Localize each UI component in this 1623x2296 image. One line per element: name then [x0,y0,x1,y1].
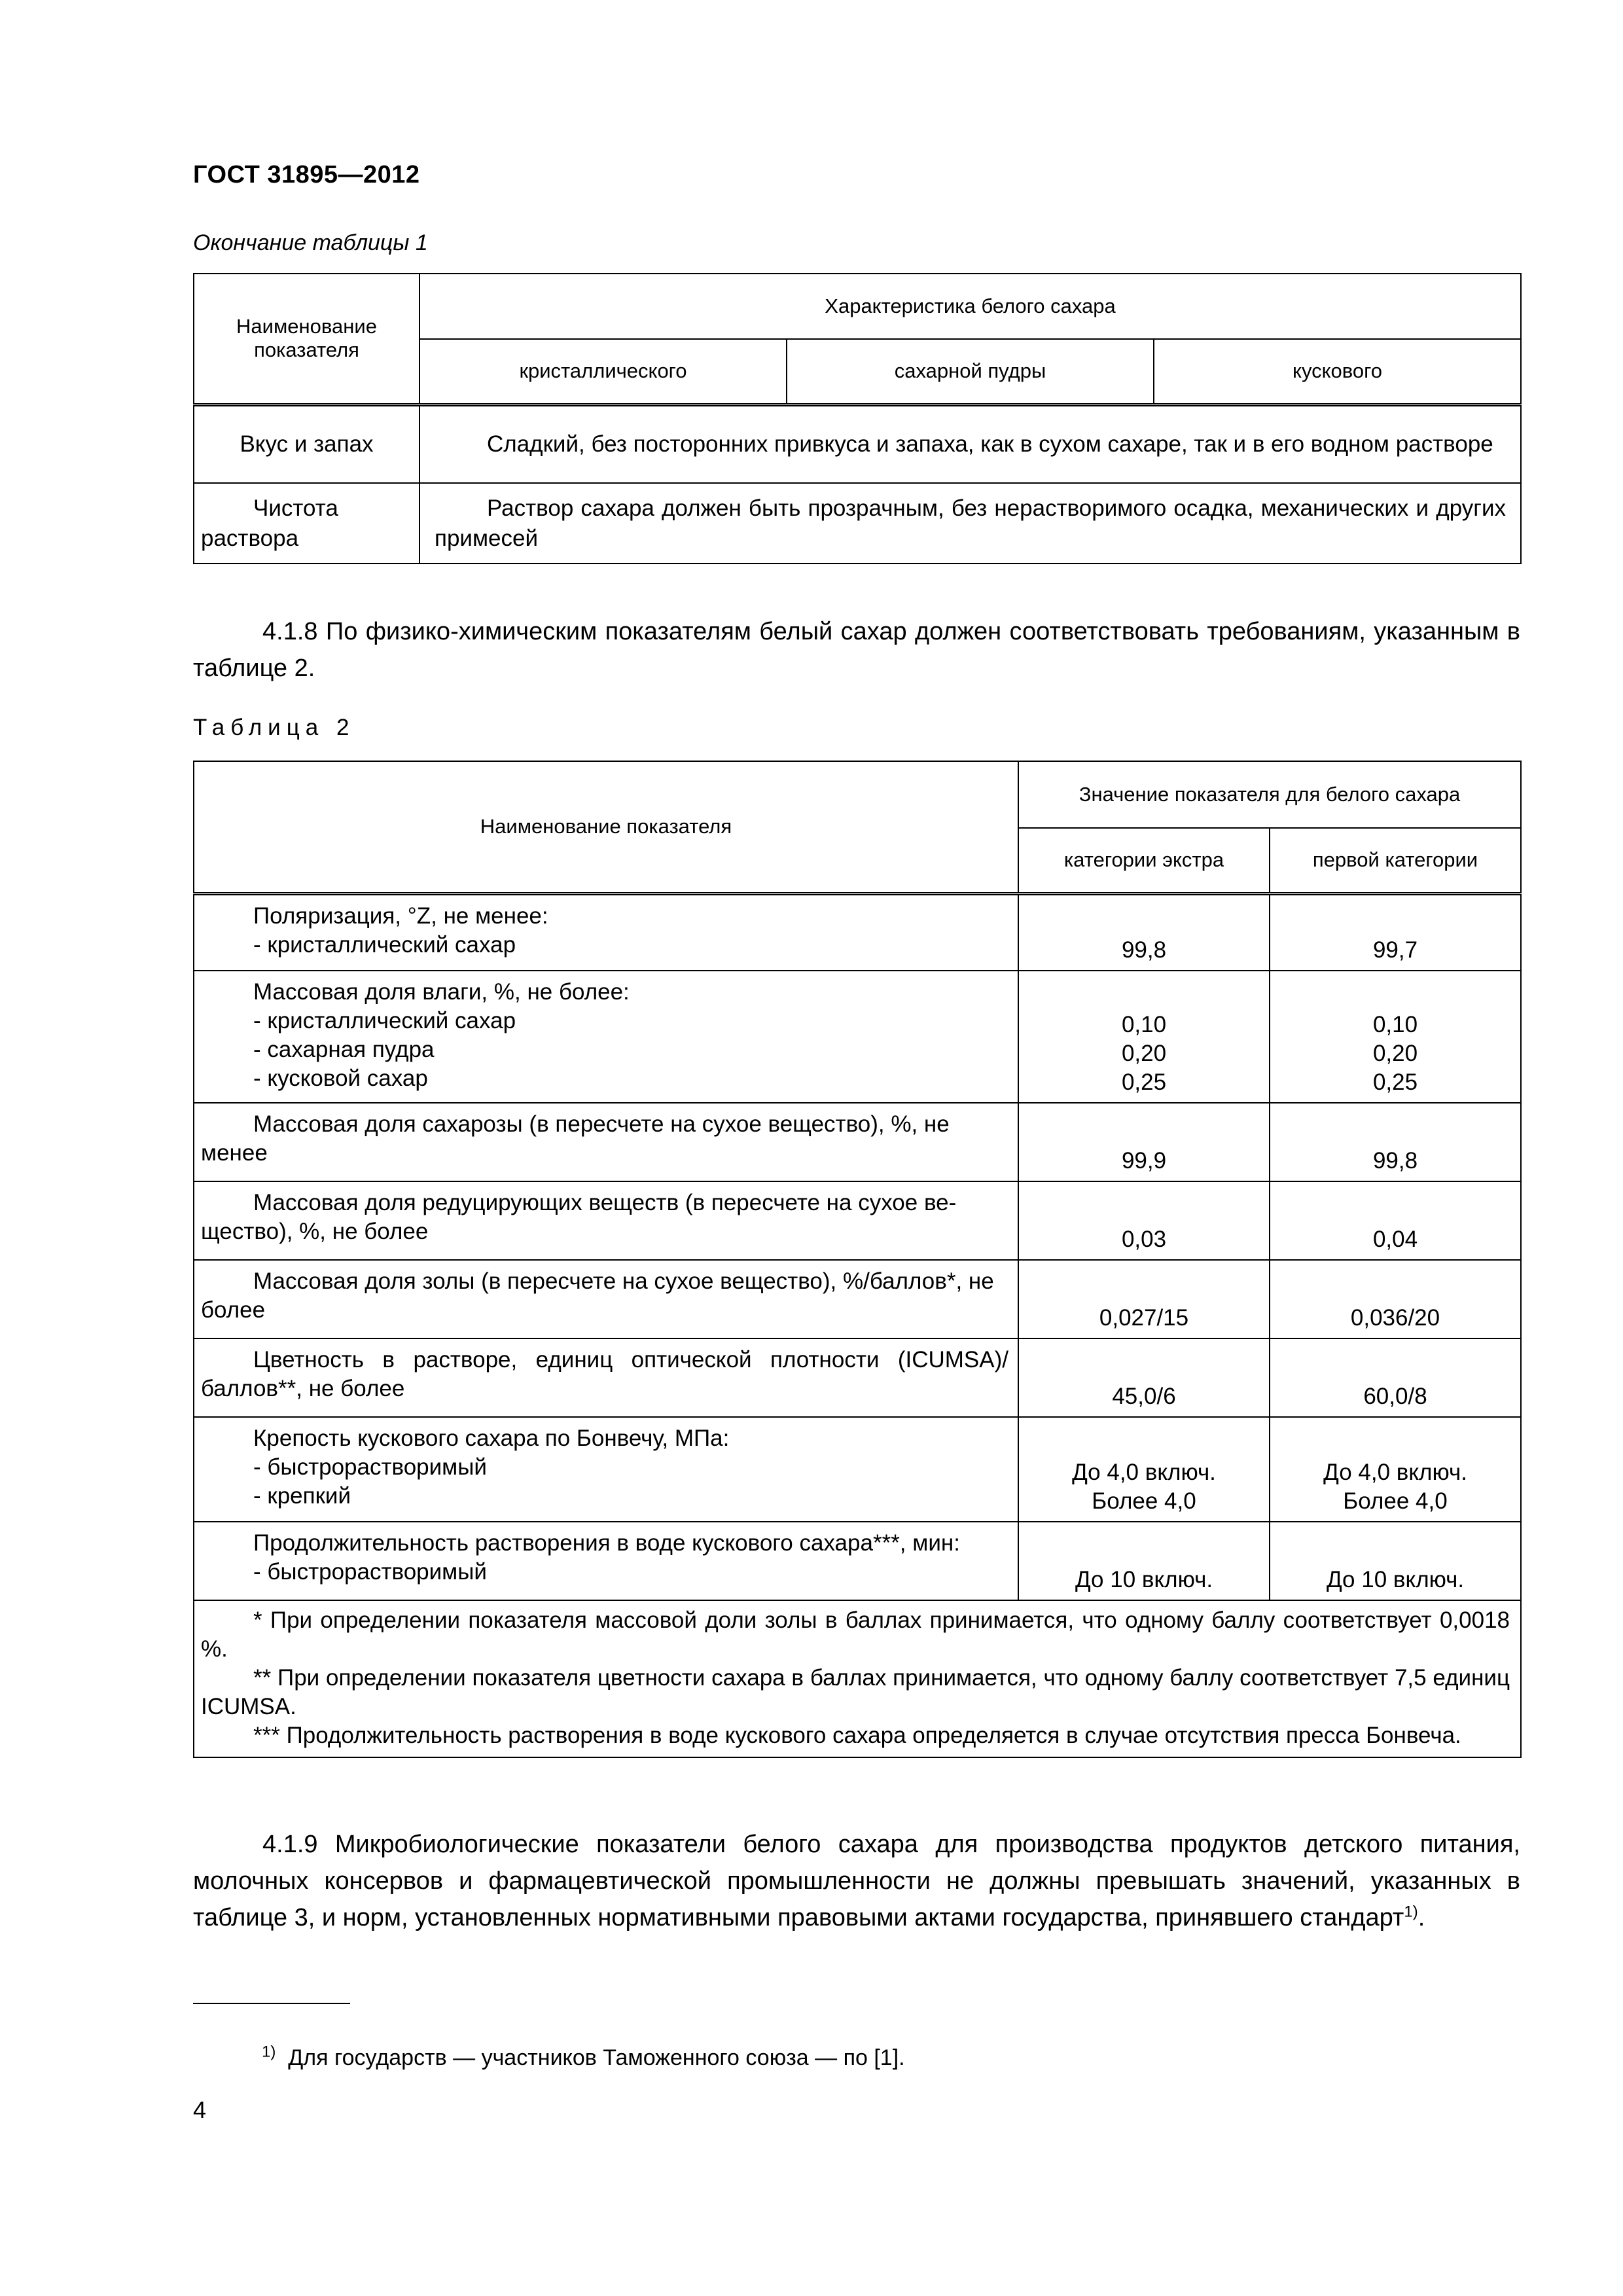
value: Более 4,0 [1343,1488,1448,1514]
value: До 4,0 включ. [1072,1460,1216,1485]
page-footnote-mark: 1) [262,2043,276,2061]
table2-value-first: До 10 включ. [1270,1522,1521,1600]
table2-header-value: Значение показателя для белого сахара [1018,761,1521,828]
value: Более 4,0 [1092,1488,1196,1514]
table2-value-extra: 45,0/6 [1018,1338,1270,1417]
table2-row-name: Массовая доля сахарозы (в пересчете на сухое вещество), %, не менее [194,1103,1018,1181]
row-item: - кусковой сахар [253,1066,428,1091]
table2-value-first [1270,893,1521,971]
row-item: - быстрорастворимый [253,1559,487,1585]
table1-row-text: Раствор сахара должен быть прозрачным, без нерастворимого осадка, механических и других примесей [419,483,1521,564]
table2-subheader-first: первой категории [1270,828,1521,893]
table2-value-extra: 99,9 [1018,1103,1270,1181]
table2-value-first: 99,8 [1270,1103,1521,1181]
table2-value-first [1270,971,1521,1103]
table2-value-first: 60,0/8 [1270,1338,1521,1417]
table1-row-text: Сладкий, без посторонних привкуса и запаха, как в сухом сахаре, так и в его водном растворе [419,404,1521,483]
document-header-title: ГОСТ 31895—2012 [193,161,420,188]
table2-value-extra [1018,893,1270,971]
table1-header-characteristic: Характеристика белого сахара [419,274,1521,339]
table2-value-first [1270,1417,1521,1522]
value: 0,20 [1372,1041,1418,1066]
table2-footnotes [194,1600,1521,1757]
paragraph-end: . [1418,1904,1425,1931]
table2-footnote: * При определении показателя массовой доли золы в баллах принимается, что одному баллу соответствует 0,0018 %. [201,1607,1510,1662]
row-item: - сахарная пудра [253,1037,435,1062]
table2-value-extra [1018,1417,1270,1522]
table2-value-extra [1018,971,1270,1103]
table2-row-name [194,1417,1018,1522]
table1-subheader: кристаллического [419,339,787,404]
page-footnote-text: Для государств — участников Таможенного союза — по [1]. [288,2045,905,2070]
paragraph-4-1-9-text: 4.1.9 Микробиологические показатели белого сахара для производства продуктов детского питания, молочных консервов и фармацевтической промышленности не должны превышать значений, указанных в таблице 3, и норм, установленных нормативными правовыми актами государства, принявшего стандарт [193,1831,1520,1931]
table1-caption: Окончание таблицы 1 [193,230,428,255]
table1 [193,273,1522,564]
table2-value-extra: 0,03 [1018,1181,1270,1260]
value: 0,10 [1372,1012,1418,1037]
page-number: 4 [193,2096,207,2123]
table2-row-name: Массовая доля золы (в пересчете на сухое вещество), %/баллов*, не более [194,1260,1018,1338]
table2-value-extra: 0,027/15 [1018,1260,1270,1338]
value: 0,20 [1121,1041,1167,1066]
table2-value-extra: До 10 включ. [1018,1522,1270,1600]
table2-row-name: Цветность в растворе, единиц оптической плотности (ICUMSA)/баллов**, не более [194,1338,1018,1417]
table2-header-name: Наименование показателя [194,761,1018,893]
row-lead: Продолжительность растворения в воде кускового сахара***, мин: [253,1530,960,1556]
table2-row-name [194,971,1018,1103]
table1-row-name: Чистота раствора [194,483,419,564]
value: 99,7 [1372,937,1418,963]
table2-value-first: 0,04 [1270,1181,1521,1260]
value: 0,10 [1121,1012,1167,1037]
table1-header-name: Наименование показателя [194,274,419,404]
paragraph-4-1-9-body [193,1826,1520,1936]
row-lead: Поляризация, °Z, не менее: [253,903,548,929]
table2-value-first: 0,036/20 [1270,1260,1521,1338]
table1-row-name: Вкус и запах [194,404,419,483]
value: 99,8 [1121,937,1167,963]
row-item: - кристаллический сахар [253,931,516,958]
row-item: - кристаллический сахар [253,1008,516,1033]
footnote-ref: 1) [1404,1903,1418,1921]
value: 0,25 [1121,1069,1167,1095]
table1-subheader: кускового [1154,339,1521,404]
row-item: - быстрорастворимый [253,1454,487,1480]
table2-footnote: ** При определении показателя цветности сахара в баллах принимается, что одному баллу соответствует 7,5 единиц ICUMSA. [201,1665,1510,1719]
page-footnote [262,2045,905,2071]
value: 0,25 [1372,1069,1418,1095]
row-item: - крепкий [253,1483,351,1509]
paragraph-4-1-8-text: 4.1.8 По физико-химическим показателям белый сахар должен соответствовать требованиям, указанным в таблице 2. [193,618,1520,682]
row-lead: Крепость кускового сахара по Бонвечу, МПа: [253,1426,730,1451]
paragraph-4-1-8 [193,613,1520,687]
table2-subheader-extra: категории экстра [1018,828,1270,893]
table1-subheader: сахарной пудры [787,339,1154,404]
table2 [193,761,1522,1758]
table2-footnote: *** Продолжительность растворения в воде кускового сахара определяется в случае отсутствия пресса Бонвеча. [253,1723,1461,1748]
footnote-divider [193,2003,350,2004]
table2-row-name [194,1522,1018,1600]
paragraph-4-1-9 [193,1826,1520,1936]
row-lead: Массовая доля влаги, %, не более: [253,979,630,1005]
table2-row-name [194,893,1018,971]
value: До 4,0 включ. [1323,1460,1467,1485]
table2-caption: Таблица 2 [193,715,355,740]
table2-row-name: Массовая доля редуцирующих веществ (в пересчете на сухое вещество), %, не более [194,1181,1018,1260]
